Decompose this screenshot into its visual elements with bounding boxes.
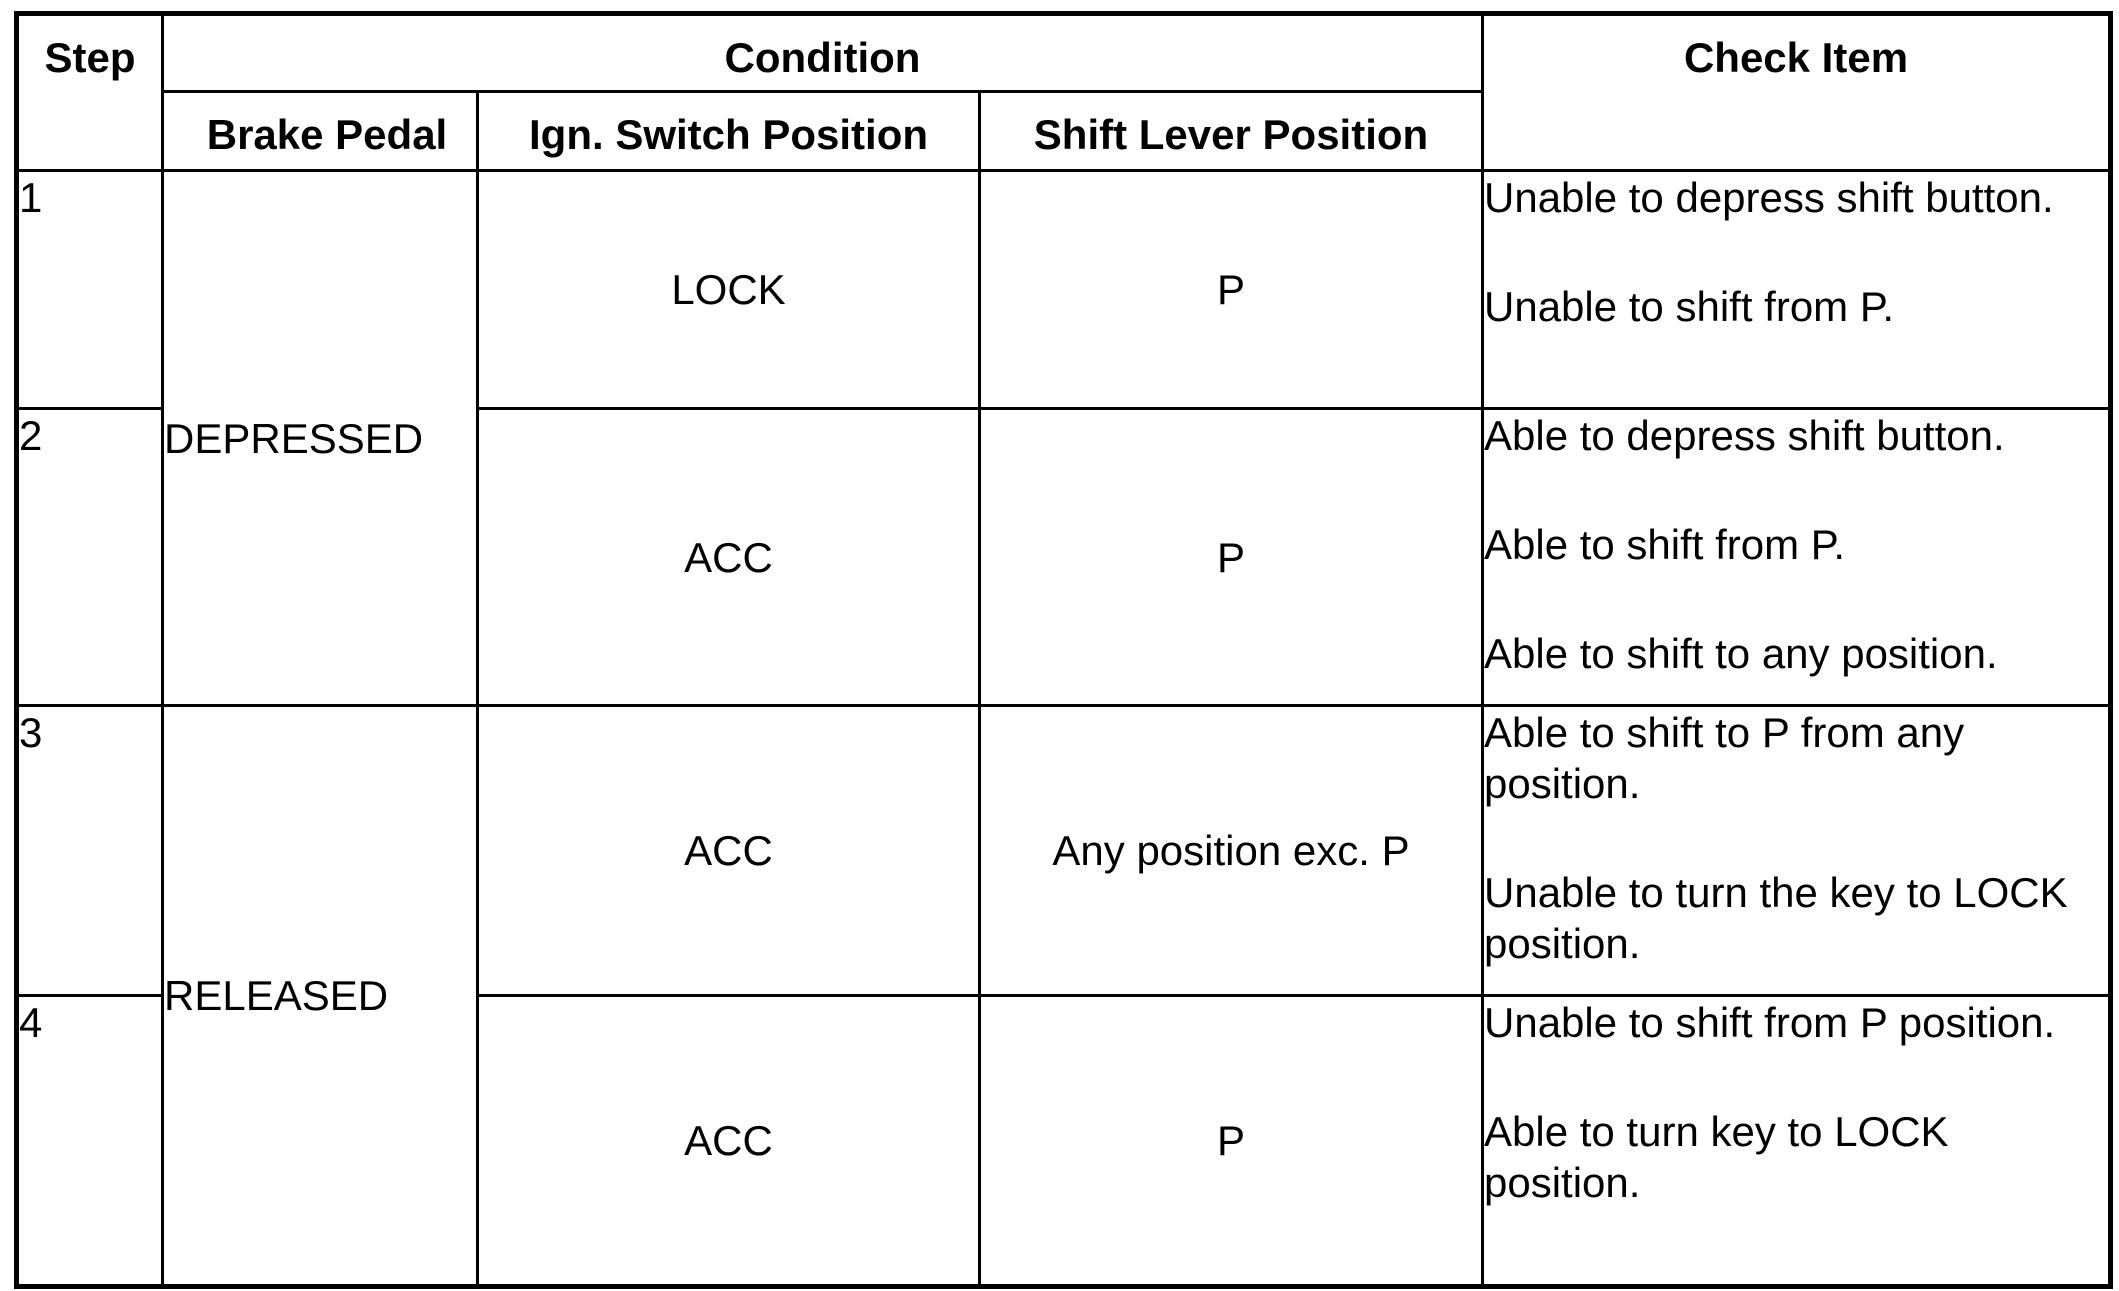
ign-switch-cell: ACC xyxy=(478,706,980,996)
shift-lever-cell: Any position exc. P xyxy=(980,706,1483,996)
check-item-text: Able to depress shift button. xyxy=(1484,412,2005,459)
header-condition: Condition xyxy=(163,14,1483,92)
check-table xyxy=(14,11,2113,1289)
shift-lever-cell: P xyxy=(980,171,1483,409)
header-check-item: Check Item xyxy=(1483,14,2111,171)
brake-pedal-cell: DEPRESSED xyxy=(163,171,478,706)
check-item-text: Unable to shift from P. xyxy=(1484,283,1895,330)
ign-switch-cell: ACC xyxy=(478,996,980,1287)
header-shift-lever: Shift Lever Position xyxy=(980,92,1483,171)
check-item-text: Unable to depress shift button. xyxy=(1484,174,2054,221)
step-cell: 4 xyxy=(17,996,163,1287)
check-item-text: Unable to turn the key to LOCK position. xyxy=(1484,869,2068,967)
table-row xyxy=(17,171,2111,409)
header-ign-switch: Ign. Switch Position xyxy=(478,92,980,171)
check-item-text: Able to shift from P. xyxy=(1484,521,1846,568)
step-cell: 1 xyxy=(17,171,163,409)
check-item-text: Able to shift to P from any position. xyxy=(1484,709,1965,807)
table-row xyxy=(17,706,2111,996)
shift-lever-cell: P xyxy=(980,409,1483,706)
brake-pedal-cell: RELEASED xyxy=(163,706,478,1287)
check-item-cell xyxy=(1483,996,2111,1287)
check-item-text: Able to shift to any position. xyxy=(1484,630,1998,677)
check-item-cell xyxy=(1483,409,2111,706)
shift-lever-cell: P xyxy=(980,996,1483,1287)
header-step: Step xyxy=(17,14,163,171)
step-cell: 3 xyxy=(17,706,163,996)
check-item-cell xyxy=(1483,706,2111,996)
ign-switch-cell: ACC xyxy=(478,409,980,706)
check-item-text: Unable to shift from P position. xyxy=(1484,999,2056,1046)
header-row-top xyxy=(17,14,2111,92)
ign-switch-cell: LOCK xyxy=(478,171,980,409)
step-cell: 2 xyxy=(17,409,163,706)
header-brake-pedal: Brake Pedal xyxy=(163,92,478,171)
check-item-text: Able to turn key to LOCK position. xyxy=(1484,1108,1949,1206)
check-item-cell xyxy=(1483,171,2111,409)
